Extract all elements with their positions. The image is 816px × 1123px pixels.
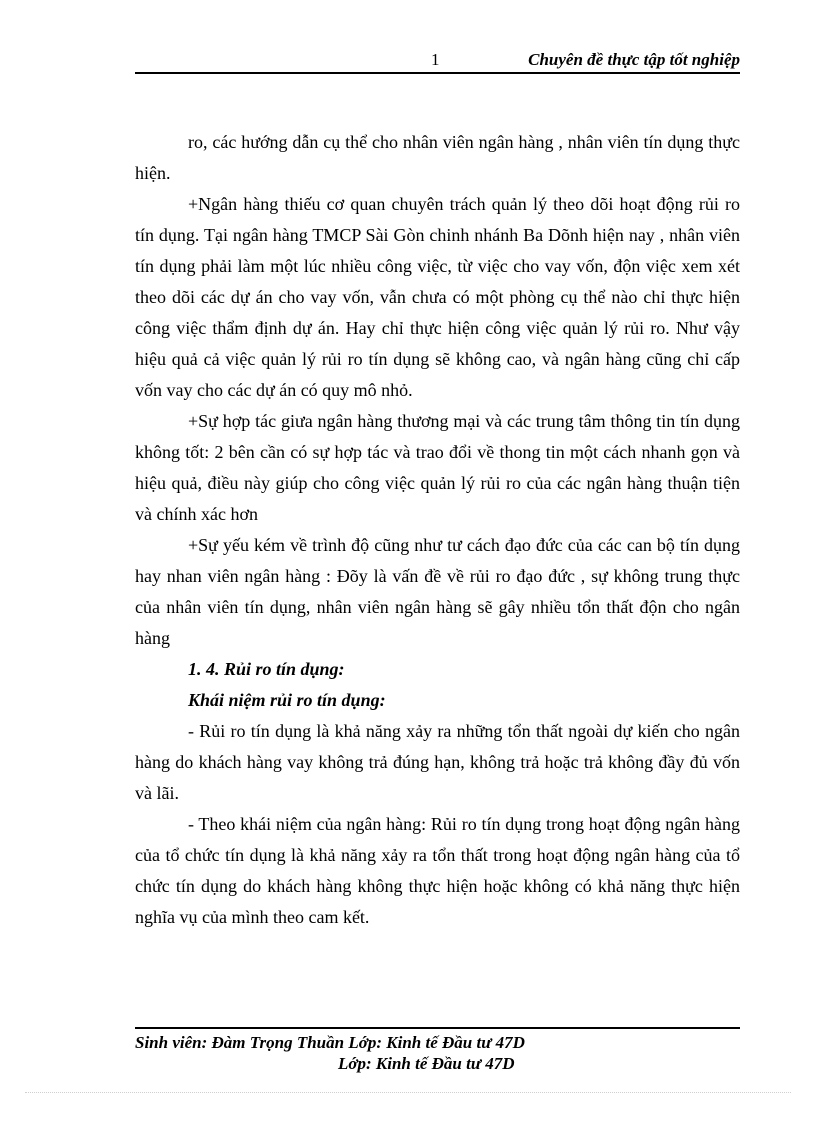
footer-student-line: Sinh viên: Đàm Trọng Thuần Lớp: Kinh tế Đầu tư 47D <box>135 1033 525 1052</box>
concept-heading: Khái niệm rủi ro tín dụng: <box>188 690 386 710</box>
footer-class-line: Lớp: Kinh tế Đầu tư 47D <box>338 1054 515 1073</box>
footer-divider <box>135 1027 740 1029</box>
page-bottom-border <box>25 1092 791 1093</box>
section-heading: 1. 4. Rủi ro tín dụng: <box>188 659 345 679</box>
paragraph-risk-department: +Ngân hàng thiếu cơ quan chuyên trách quản lý theo dõi hoạt động rủi ro tín dụng. Tại ngân hàng TMCP Sài Gòn chinh nhánh Ba Dõnh hiện nay , nhân viên tín dụng phải làm một lúc nhiều công việc, từ việc cho vay vốn, độn việc xem xét theo dõi các dự án cho vay vốn, vẫn chưa có một phòng cụ thể nào chỉ thực hiện công việc thẩm định dự án. Hay chỉ thực hiện công việc quản lý rủi ro. Như vậy hiệu quả cả việc quản lý rủi ro tín dụng sẽ không cao, và ngân hàng cũng chỉ cấp vốn vay cho các dự án có quy mô nhỏ. <box>135 194 740 400</box>
header-divider <box>135 72 740 74</box>
definition-2: - Theo khái niệm của ngân hàng: Rủi ro tín dụng trong hoạt động ngân hàng của tổ chức tín dụng là khả năng xảy ra tổn thất trong hoạt động ngân hàng của tổ chức tín dụng do khách hàng không thực hiện hoặc không có khả năng thực hiện nghĩa vụ của mình theo cam kết. <box>135 814 740 927</box>
document-body <box>135 127 740 933</box>
paragraph-staff-ethics: +Sự yếu kém về trình độ cũng như tư cách đạo đức của các can bộ tín dụng hay nhan viên ngân hàng : Đõy là vấn đề về rủi ro đạo đức , sự không trung thực của nhân viên tín dụng, nhân viên ngân hàng sẽ gây nhiều tổn thất độn cho ngân hàng <box>135 535 740 648</box>
page-header <box>135 50 740 72</box>
header-title: Chuyên đề thực tập tốt nghiệp <box>528 50 740 69</box>
page-number: 1 <box>431 50 440 69</box>
paragraph-cooperation: +Sự hợp tác giưa ngân hàng thương mại và các trung tâm thông tin tín dụng không tốt: 2 bên cần có sự hợp tác và trao đổi về thong tin một cách nhanh gọn và hiệu quả, điều này giúp cho công việc quản lý rủi ro của các ngân hàng thuận tiện và chính xác hơn <box>135 411 740 524</box>
paragraph-continuation: ro, các hướng dẫn cụ thể cho nhân viên ngân hàng , nhân viên tín dụng thực hiện. <box>135 132 740 183</box>
definition-1: - Rủi ro tín dụng là khả năng xảy ra những tổn thất ngoài dự kiến cho ngân hàng do khách hàng vay không trả đúng hạn, không trả hoặc trả không đầy đủ vốn và lãi. <box>135 721 740 803</box>
